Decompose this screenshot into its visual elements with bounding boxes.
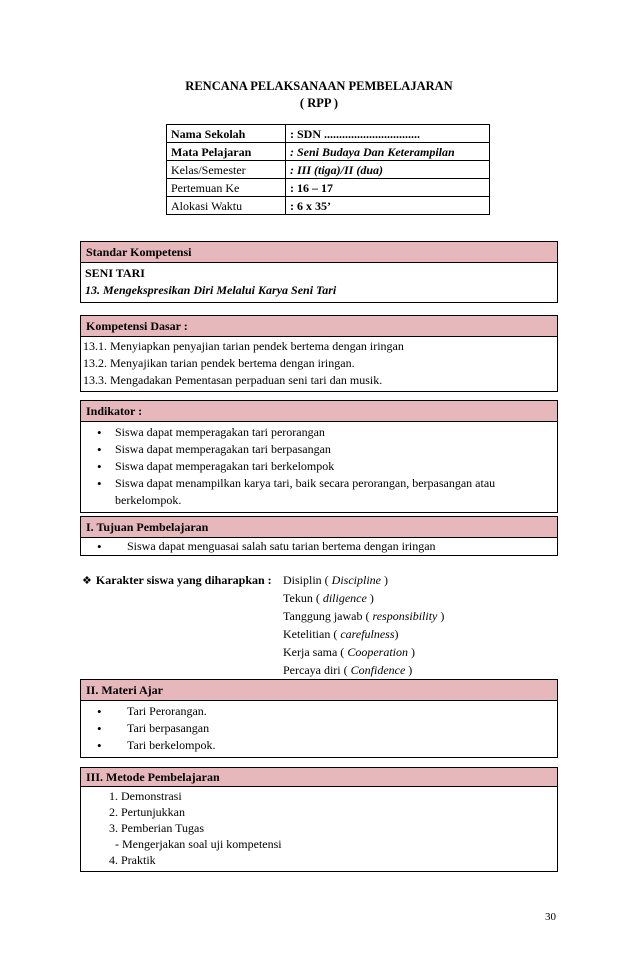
- list-item: 13.1. Menyiapkan penyajian tarian pendek bertema dengan iringan: [83, 339, 404, 353]
- list-item: Kerja sama ( Cooperation ): [283, 645, 415, 659]
- karakter-label-wrap: [82, 571, 272, 590]
- info-key: Pertemuan Ke: [167, 179, 286, 197]
- standar-kompetensi-box: [80, 241, 558, 303]
- kompetensi-heading: Kompetensi Dasar :: [81, 316, 557, 337]
- list-item: • Tari berkelompok.: [85, 737, 553, 754]
- info-value: : SDN ................................: [286, 125, 490, 143]
- list-item: Disiplin ( Discipline ): [283, 573, 388, 587]
- info-key: Alokasi Waktu: [167, 197, 286, 215]
- list-item: 4. Praktik: [109, 853, 156, 867]
- table-row: [167, 143, 490, 161]
- school-info-table: [166, 124, 490, 215]
- karakter-label: Karakter siswa yang diharapkan :: [95, 573, 272, 587]
- materi-heading: II. Materi Ajar: [81, 680, 557, 701]
- list-item: 3. Pemberian Tugas: [109, 821, 205, 835]
- info-value: : 16 – 17: [286, 179, 490, 197]
- document-title: [0, 78, 638, 112]
- list-item: Tanggung jawab ( responsibility ): [283, 609, 445, 623]
- standar-line-2: 13. Mengekspresikan Diri Melalui Karya Seni Tari: [85, 283, 337, 297]
- diamond-bullet-icon: ❖: [82, 574, 92, 587]
- standar-line-1: SENI TARI: [85, 266, 145, 280]
- list-item: Tekun ( diligence ): [283, 591, 374, 605]
- info-value: : 6 x 35’: [286, 197, 490, 215]
- kompetensi-dasar-box: [80, 315, 558, 392]
- tujuan-heading: I. Tujuan Pembelajaran: [81, 517, 557, 538]
- materi-ajar-box: [80, 679, 558, 758]
- list-item: • Siswa dapat menguasai salah satu tarian bertema dengan iringan: [85, 538, 553, 555]
- list-item: • Tari Perorangan.: [85, 703, 553, 720]
- subtitle-text: ( RPP ): [299, 96, 339, 110]
- table-row: [167, 197, 490, 215]
- table-row: [167, 161, 490, 179]
- metode-heading: III. Metode Pembelajaran: [81, 768, 557, 787]
- info-key: Nama Sekolah: [167, 125, 286, 143]
- standar-heading: Standar Kompetensi: [81, 242, 557, 263]
- list-item: • Siswa dapat memperagakan tari berkelompok: [85, 458, 553, 475]
- indikator-box: [80, 400, 558, 513]
- list-item: • Tari berpasangan: [85, 720, 553, 737]
- karakter-list: [283, 571, 444, 679]
- list-item: 1. Demonstrasi: [109, 789, 182, 803]
- title-text: RENCANA PELAKSANAAN PEMBELAJARAN: [185, 79, 453, 93]
- info-value: : Seni Budaya Dan Keterampilan: [286, 143, 490, 161]
- page-number: 30: [545, 911, 556, 923]
- list-item: 2. Pertunjukkan: [109, 805, 185, 819]
- table-row: [167, 179, 490, 197]
- indikator-heading: Indikator :: [81, 401, 557, 422]
- list-item: • Siswa dapat memperagakan tari berpasangan: [85, 441, 553, 458]
- info-key: Kelas/Semester: [167, 161, 286, 179]
- list-item: 13.3. Mengadakan Pementasan perpaduan seni tari dan musik.: [83, 373, 383, 387]
- list-item: Ketelitian ( carefulness): [283, 627, 399, 641]
- info-value: : III (tiga)/II (dua): [286, 161, 490, 179]
- info-key: Mata Pelajaran: [167, 143, 286, 161]
- tujuan-box: [80, 516, 558, 556]
- metode-pembelajaran-box: [80, 767, 558, 872]
- list-item: 13.2. Menyajikan tarian pendek bertema dengan iringan.: [83, 356, 355, 370]
- list-item: - Mengerjakan soal uji kompetensi: [115, 837, 282, 851]
- list-item: Percaya diri ( Confidence ): [283, 663, 413, 677]
- table-row: [167, 125, 490, 143]
- list-item: • Siswa dapat menampilkan karya tari, baik secara perorangan, berpasangan atau berkelompok.: [85, 475, 553, 509]
- list-item: • Siswa dapat memperagakan tari perorangan: [85, 424, 553, 441]
